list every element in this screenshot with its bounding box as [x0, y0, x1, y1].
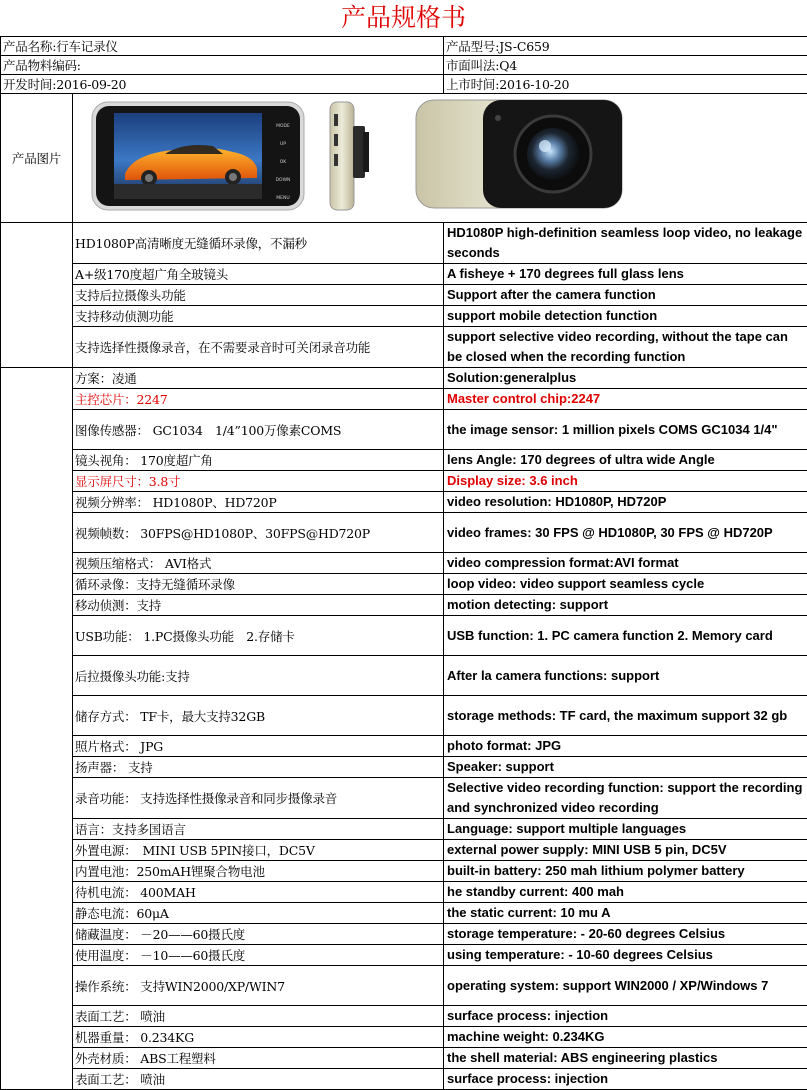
spec-zh: 语言：支持多国语言	[73, 819, 444, 840]
spec-row	[1, 410, 807, 450]
spec-zh: 方案：凌通	[73, 368, 444, 389]
feature-row	[1, 264, 807, 285]
feature-row	[1, 327, 807, 368]
spec-row	[1, 553, 807, 574]
spec-en: surface process: injection	[444, 1069, 807, 1090]
spec-zh: 表面工艺： 喷油	[73, 1069, 444, 1090]
spec-row	[1, 757, 807, 778]
spec-en: the image sensor: 1 million pixels COMS GC1034 1/4"	[444, 410, 807, 450]
spec-zh: 机器重量： 0.234KG	[73, 1027, 444, 1048]
spec-table	[0, 36, 807, 1090]
spec-en: USB function: 1. PC camera function 2. Memory card	[444, 616, 807, 656]
spec-en: the static current: 10 mu A	[444, 903, 807, 924]
spec-row	[1, 903, 807, 924]
dashcam-product-image	[73, 94, 806, 218]
spec-zh: 主控芯片：2247	[73, 389, 444, 410]
spec-row	[1, 778, 807, 819]
device-front-view	[92, 102, 304, 210]
spec-zh: 图像传感器： GC1034 1/4”100万像素COMS	[73, 410, 444, 450]
spec-row	[1, 1069, 807, 1090]
spec-zh: 镜头视角： 170度超广角	[73, 450, 444, 471]
photo-label: 产品图片	[1, 94, 73, 223]
spec-en: Language: support multiple languages	[444, 819, 807, 840]
product-model: 产品型号:JS-C659	[444, 37, 807, 56]
spec-row	[1, 471, 807, 492]
spec-zh: 静态电流：60μA	[73, 903, 444, 924]
down-button-label: DOWN	[276, 177, 291, 183]
spec-zh: 扬声器： 支持	[73, 757, 444, 778]
feature-zh: HD1080P高清晰度无缝循环录像，不漏秒	[73, 223, 444, 264]
spec-en: operating system: support WIN2000 / XP/Windows 7	[444, 966, 807, 1006]
feature-row	[1, 285, 807, 306]
spec-row	[1, 882, 807, 903]
spec-row	[1, 1027, 807, 1048]
spec-en: motion detecting: support	[444, 595, 807, 616]
spec-en: using temperature: - 10-60 degrees Celsius	[444, 945, 807, 966]
spec-en: surface process: injection	[444, 1006, 807, 1027]
mode-button-label: MODE	[276, 123, 290, 129]
feature-label-cell	[1, 223, 73, 368]
feature-zh: 支持后拉摄像头功能	[73, 285, 444, 306]
spec-row	[1, 595, 807, 616]
spec-zh: 视频帧数： 30FPS@HD1080P、30FPS@HD720P	[73, 513, 444, 553]
spec-zh: 循环录像：支持无缝循环录像	[73, 574, 444, 595]
spec-row	[1, 861, 807, 882]
spec-en: After la camera functions: support	[444, 656, 807, 696]
feature-row	[1, 223, 807, 264]
up-button-label: UP	[280, 141, 286, 147]
spec-en: loop video: video support seamless cycle	[444, 574, 807, 595]
product-name: 产品名称:行车记录仪	[1, 37, 444, 56]
feature-zh: 支持移动侦测功能	[73, 306, 444, 327]
feature-en: support selective video recording, without the tape can be closed when the recording function	[444, 327, 807, 368]
spec-en: Solution:generalplus	[444, 368, 807, 389]
dev-time: 开发时间:2016-09-20	[1, 75, 444, 94]
spec-row	[1, 389, 807, 410]
spec-row	[1, 616, 807, 656]
spec-en: Display size: 3.6 inch	[444, 471, 807, 492]
page-title: 产品规格书	[0, 0, 807, 36]
spec-row	[1, 1006, 807, 1027]
spec-en: Selective video recording function: support the recording and synchronized video recording	[444, 778, 807, 819]
feature-row	[1, 306, 807, 327]
spec-row	[1, 450, 807, 471]
spec-zh: 录音功能： 支持选择性摄像录音和同步摄像录音	[73, 778, 444, 819]
spec-row	[1, 513, 807, 553]
spec-en: storage methods: TF card, the maximum support 32 gb	[444, 696, 807, 736]
spec-en: he standby current: 400 mah	[444, 882, 807, 903]
spec-en: built-in battery: 250 mah lithium polymer battery	[444, 861, 807, 882]
spec-row	[1, 574, 807, 595]
spec-row	[1, 656, 807, 696]
spec-en: lens Angle: 170 degrees of ultra wide Angle	[444, 450, 807, 471]
spec-zh: 表面工艺： 喷油	[73, 1006, 444, 1027]
feature-zh: 支持选择性摄像录音，在不需要录音时可关闭录音功能	[73, 327, 444, 368]
material-code: 产品物料编码:	[1, 56, 444, 75]
spec-row	[1, 1048, 807, 1069]
spec-en: video compression format:AVI format	[444, 553, 807, 574]
spec-zh: 使用温度： －10——60摄氏度	[73, 945, 444, 966]
feature-en: HD1080P high-definition seamless loop video, no leakage seconds	[444, 223, 807, 264]
spec-zh: 操作系统： 支持WIN2000/XP/WIN7	[73, 966, 444, 1006]
product-photo	[73, 94, 807, 223]
spec-zh: 待机电流： 400MAH	[73, 882, 444, 903]
spec-zh: 内置电池：250mAH锂聚合物电池	[73, 861, 444, 882]
spec-zh: 移动侦测：支持	[73, 595, 444, 616]
spec-row	[1, 492, 807, 513]
spec-zh: 外壳材质： ABS工程塑料	[73, 1048, 444, 1069]
spec-en: Master control chip:2247	[444, 389, 807, 410]
menu-button-label: MENU	[276, 195, 289, 201]
spec-en: photo format: JPG	[444, 736, 807, 757]
specs-section	[1, 368, 807, 1090]
spec-zh: 显示屏尺寸：3.8寸	[73, 471, 444, 492]
spec-en: Speaker: support	[444, 757, 807, 778]
spec-en: video resolution: HD1080P, HD720P	[444, 492, 807, 513]
spec-zh: 后拉摄像头功能:支持	[73, 656, 444, 696]
feature-en: Support after the camera function	[444, 285, 807, 306]
spec-zh: USB功能： 1.PC摄像头功能 2.存储卡	[73, 616, 444, 656]
spec-row	[1, 819, 807, 840]
spec-en: video frames: 30 FPS @ HD1080P, 30 FPS @ HD720P	[444, 513, 807, 553]
feature-en: support mobile detection function	[444, 306, 807, 327]
spec-label-cell	[1, 368, 73, 1090]
spec-en: external power supply: MINI USB 5 pin, DC5V	[444, 840, 807, 861]
spec-row	[1, 368, 807, 389]
device-side-view	[330, 102, 369, 210]
spec-zh: 外置电源： MINI USB 5PIN接口，DC5V	[73, 840, 444, 861]
ok-button-label: OK	[280, 159, 288, 165]
spec-row	[1, 966, 807, 1006]
spec-zh: 储存方式： TF卡，最大支持32GB	[73, 696, 444, 736]
feature-en: A fisheye + 170 degrees full glass lens	[444, 264, 807, 285]
spec-zh: 视频压缩格式： AVI格式	[73, 553, 444, 574]
device-back-view	[416, 100, 622, 208]
market-name: 市面叫法:Q4	[444, 56, 807, 75]
feature-zh: A+级170度超广角全玻镜头	[73, 264, 444, 285]
spec-row	[1, 924, 807, 945]
spec-row	[1, 696, 807, 736]
spec-row	[1, 945, 807, 966]
launch-time: 上市时间:2016-10-20	[444, 75, 807, 94]
spec-en: the shell material: ABS engineering plastics	[444, 1048, 807, 1069]
spec-row	[1, 840, 807, 861]
spec-zh: 视频分辨率： HD1080P、HD720P	[73, 492, 444, 513]
spec-en: storage temperature: - 20-60 degrees Celsius	[444, 924, 807, 945]
spec-en: machine weight: 0.234KG	[444, 1027, 807, 1048]
spec-zh: 储藏温度： －20——60摄氏度	[73, 924, 444, 945]
spec-zh: 照片格式： JPG	[73, 736, 444, 757]
features-section	[1, 223, 807, 368]
spec-row	[1, 736, 807, 757]
